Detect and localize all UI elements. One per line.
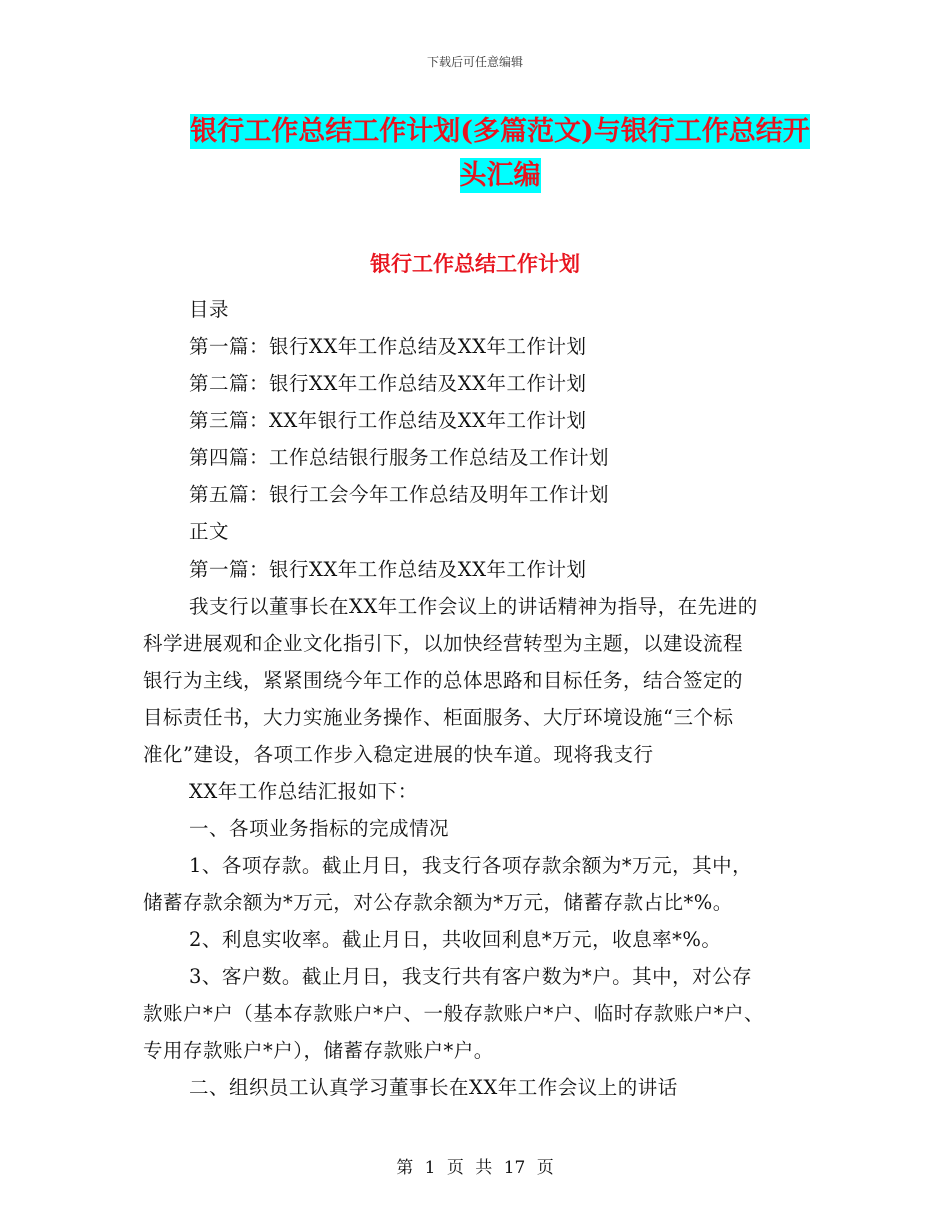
chapter-title: 第一篇：银行XX年工作总结及XX年工作计划 [189, 558, 587, 581]
body-line: 目标责任书，大力实施业务操作、柜面服务、大厅环境设施“三个标 [143, 706, 734, 729]
title-line-2: 头汇编 [459, 160, 541, 191]
toc-item: 第三篇：XX年银行工作总结及XX年工作计划 [189, 409, 587, 432]
title-line-1: 银行工作总结工作计划(多篇范文)与银行工作总结开 [190, 116, 810, 147]
body-line: 二、组织员工认真学习董事长在XX年工作会议上的讲话 [189, 1076, 678, 1099]
page-indicator: 第 1 页 共 17 页 [396, 1158, 554, 1178]
body-line: 3、客户数。截止月日，我支行共有客户数为*户。其中，对公存 [189, 965, 753, 988]
toc-item: 第一篇：银行XX年工作总结及XX年工作计划 [189, 335, 587, 358]
body-line: 科学进展观和企业文化指引下，以加快经营转型为主题，以建设流程 [143, 632, 744, 655]
body-line: 1、各项存款。截止月日，我支行各项存款余额为*万元，其中， [189, 854, 753, 877]
body-line: 专用存款账户*户），储蓄存款账户*户。 [143, 1039, 494, 1062]
toc-item: 第四篇：工作总结银行服务工作总结及工作计划 [189, 446, 610, 469]
toc-heading: 目录 [189, 298, 230, 321]
section-subtitle: 银行工作总结工作计划 [370, 251, 580, 276]
body-line: 一、各项业务指标的完成情况 [189, 817, 450, 840]
body-line: 银行为主线，紧紧围绕今年工作的总体思路和目标任务，结合签定的 [143, 669, 744, 692]
document-title [150, 110, 850, 198]
header-note: 下载后可任意编辑 [426, 55, 523, 69]
body-line: 准化”建设，各项工作步入稳定进展的快车道。现将我支行 [143, 743, 654, 766]
section-label: 正文 [189, 520, 230, 543]
body-line: 我支行以董事长在XX年工作会议上的讲话精神为指导，在先进的 [189, 595, 758, 618]
body-line: 款账户*户（基本存款账户*户、一般存款账户*户、临时存款账户*户、 [143, 1002, 765, 1025]
toc-item: 第二篇：银行XX年工作总结及XX年工作计划 [189, 372, 587, 395]
body-line: 2、利息实收率。截止月日，共收回利息*万元，收息率*%。 [189, 928, 722, 951]
toc-item: 第五篇：银行工会今年工作总结及明年工作计划 [189, 483, 610, 506]
body-line: 储蓄存款余额为*万元，对公存款余额为*万元，储蓄存款占比*%。 [143, 891, 733, 914]
body-line: XX年工作总结汇报如下： [189, 780, 418, 803]
